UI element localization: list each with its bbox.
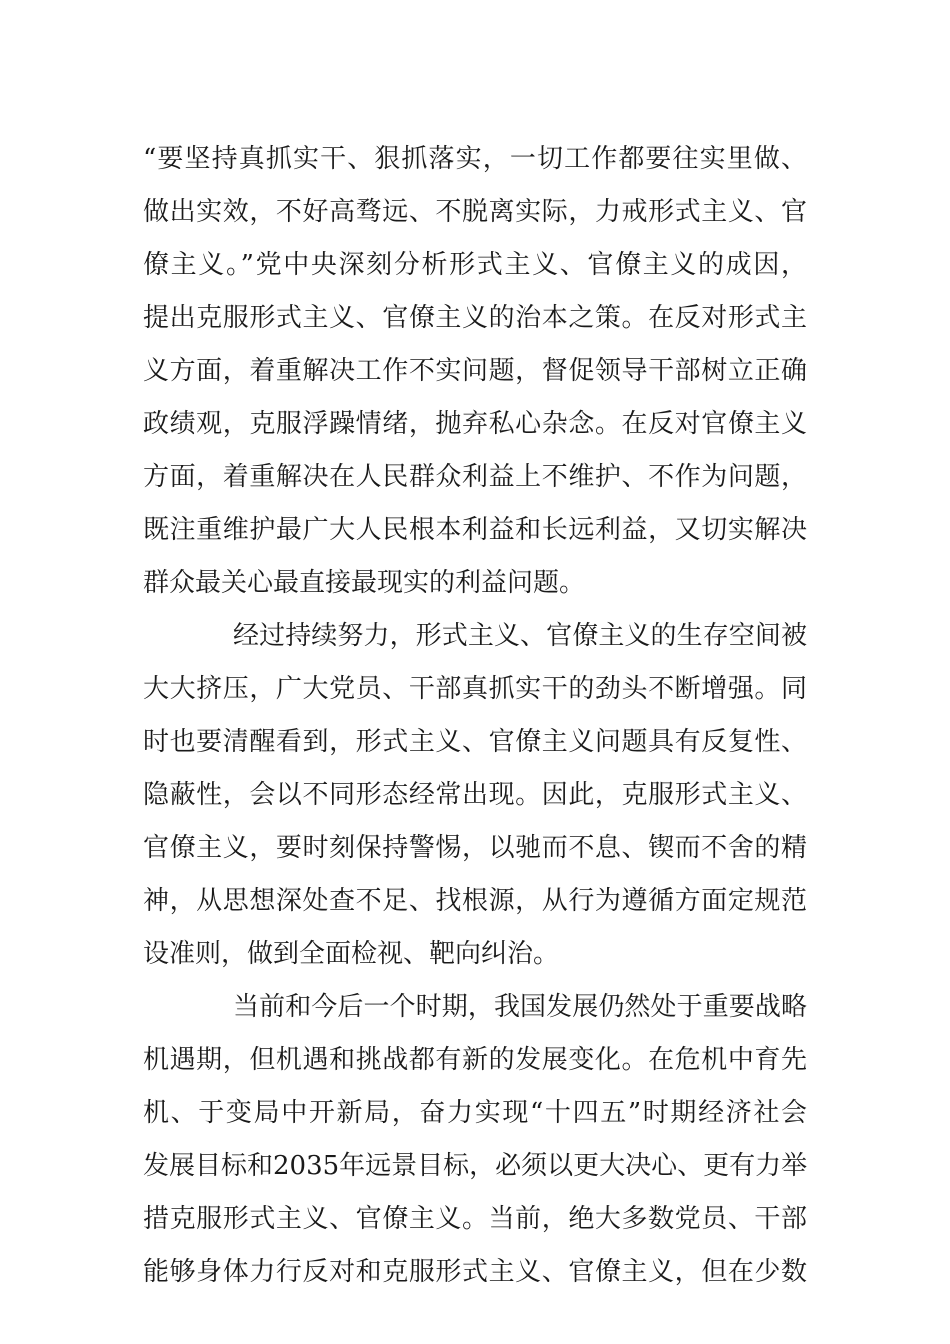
paragraph-1-line-4: 提出克服形式主义、官僚主义的治本之策。在反对形式主 [143,303,807,333]
paragraph-1-line-9: 群众最关心最直接最现实的利益问题。 [143,568,586,598]
paragraph-3-line-2: 机遇期，但机遇和挑战都有新的发展变化。在危机中育先 [143,1045,807,1075]
paragraph-2-line-4: 隐蔽性，会以不同形态经常出现。因此，克服形式主义、 [143,780,807,810]
paragraph-2-line-6: 神，从思想深处查不足、找根源，从行为遵循方面定规范 [143,886,807,916]
paragraph-3-line-5: 措克服形式主义、官僚主义。当前，绝大多数党员、干部 [143,1204,807,1234]
paragraph-1-line-7: 方面，着重解决在人民群众利益上不维护、不作为问题， [143,462,807,492]
paragraph-1-line-8: 既注重维护最广大人民根本利益和长远利益，又切实解决 [143,515,807,545]
paragraph-3-line-3: 机、于变局中开新局，奋力实现“十四五”时期经济社会 [143,1098,807,1128]
paragraph-2-line-3: 时也要清醒看到，形式主义、官僚主义问题具有反复性、 [143,727,807,757]
paragraph-2-line-5: 官僚主义，要时刻保持警惕，以驰而不息、锲而不舍的精 [143,833,807,863]
paragraph-1-line-2: 做出实效，不好高骛远、不脱离实际，力戒形式主义、官 [143,197,807,227]
paragraph-2-line-7: 设准则，做到全面检视、靶向纠治。 [143,939,560,969]
paragraph-1-line-3: 僚主义。”党中央深刻分析形式主义、官僚主义的成因， [143,250,807,280]
paragraph-2-line-2: 大大挤压，广大党员、干部真抓实干的劲头不断增强。同 [143,674,807,704]
paragraph-1-line-5: 义方面，着重解决工作不实问题，督促领导干部树立正确 [143,356,807,386]
paragraph-1-line-6: 政绩观，克服浮躁情绪，抛弃私心杂念。在反对官僚主义 [143,409,807,439]
paragraph-3-line-1: 当前和今后一个时期，我国发展仍然处于重要战略 [233,992,807,1022]
paragraph-3-line-4: 发展目标和2035年远景目标，必须以更大决心、更有力举 [143,1151,808,1181]
paragraph-1-line-1: “要坚持真抓实干、狠抓落实，一切工作都要往实里做、 [143,144,807,174]
paragraph-2-line-1: 经过持续努力，形式主义、官僚主义的生存空间被 [233,621,807,651]
paragraph-3-line-6: 能够身体力行反对和克服形式主义、官僚主义，但在少数 [143,1257,807,1287]
